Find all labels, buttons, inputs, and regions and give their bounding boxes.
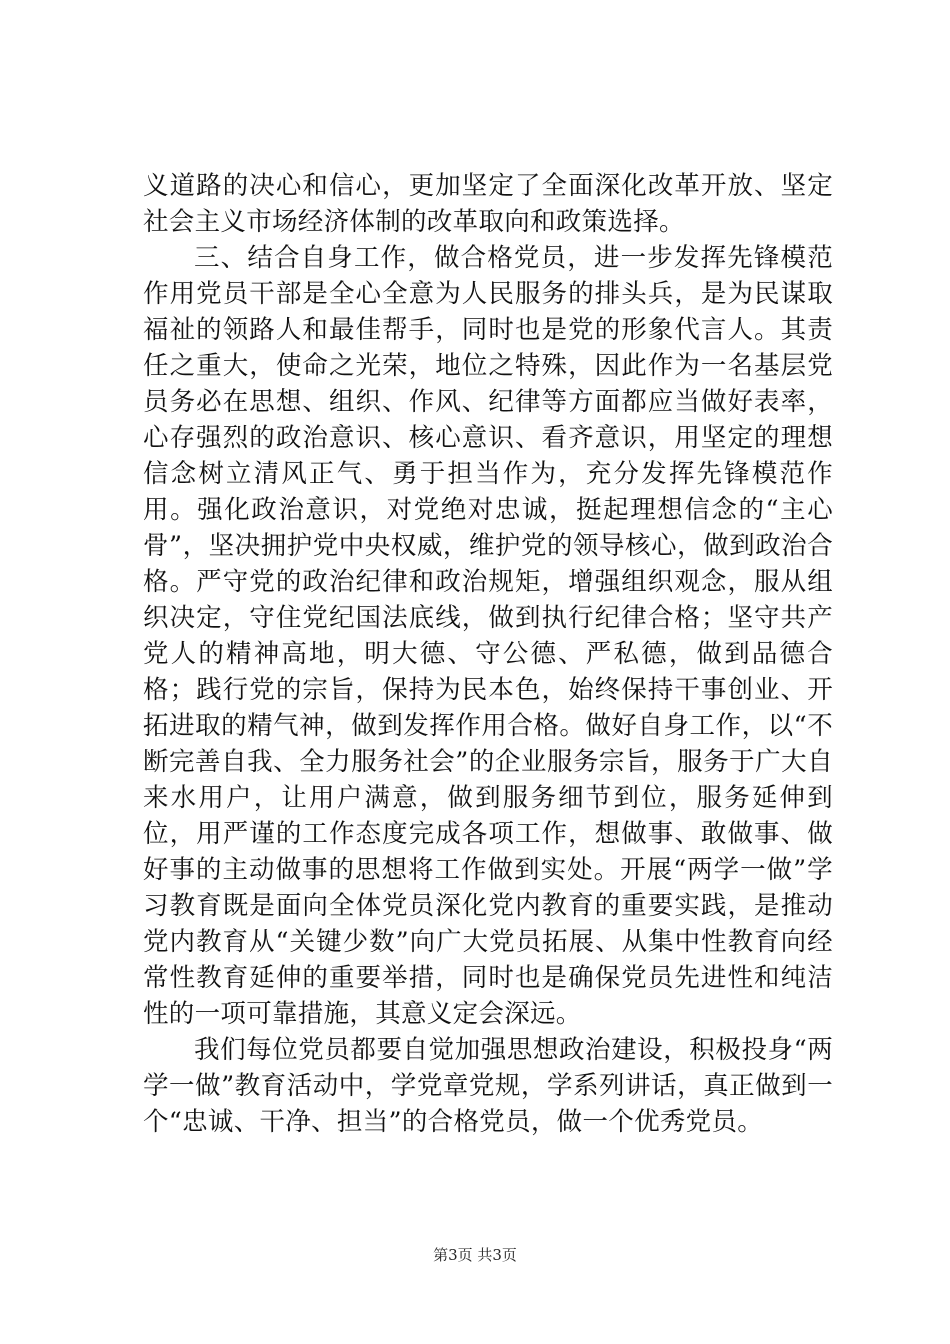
paragraph-section-three: 三、结合自身工作，做合格党员，进一步发挥先锋模范作用党员干部是全心全意为人民服务的排头兵，是为民谋取福祉的领路人和最佳帮手，同时也是党的形象代言人。其责任之重大，使命之光荣，地位之特殊，因此作为一名基层党员务必在思想、组织、作风、纪律等方面都应当做好表率，心存强烈的政治意识、核心意识、看齐意识，用坚定的理想信念树立清风正气、勇于担当作为，充分发挥先锋模范作用。强化政治意识，对党绝对忠诚，挺起理想信念的“主心骨”，坚决拥护党中央权威，维护党的领导核心，做到政治合格。严守党的政治纪律和政治规矩，增强组织观念，服从组织决定，守住党纪国法底线，做到执行纪律合格；坚守共产党人的精神高地，明大德、守公德、严私德，做到品德合格；践行党的宗旨，保持为民本色，始终保持干事创业、开拓进取的精气神，做到发挥作用合格。做好自身工作，以“不断完善自我、全力服务社会”的企业服务宗旨，服务于广大自来水用户，让用户满意，做到服务细节到位，服务延伸到位，用严谨的工作态度完成各项工作，想做事、敢做事、做好事的主动做事的思想将工作做到实处。开展“两学一做”学习教育既是面向全体党员深化党内教育的重要实践，是推动党内教育从“关键少数”向广大党员拓展、从集中性教育向经常性教育延伸的重要举措，同时也是确保党员先进性和纯洁性的一项可靠措施，其意义定会深远。 [143, 243, 833, 1029]
paragraph-continuation: 义道路的决心和信心，更加坚定了全面深化改革开放、坚定社会主义市场经济体制的改革取向和政策选择。 [143, 171, 833, 237]
document-body [143, 168, 833, 1140]
paragraph-closing: 我们每位党员都要自觉加强思想政治建设，积极投身“两学一做”教育活动中，学党章党规，学系列讲话，真正做到一个“忠诚、干净、担当”的合格党员，做一个优秀党员。 [143, 1035, 833, 1137]
page-number-footer: 第3页 共3页 [433, 1246, 517, 1264]
